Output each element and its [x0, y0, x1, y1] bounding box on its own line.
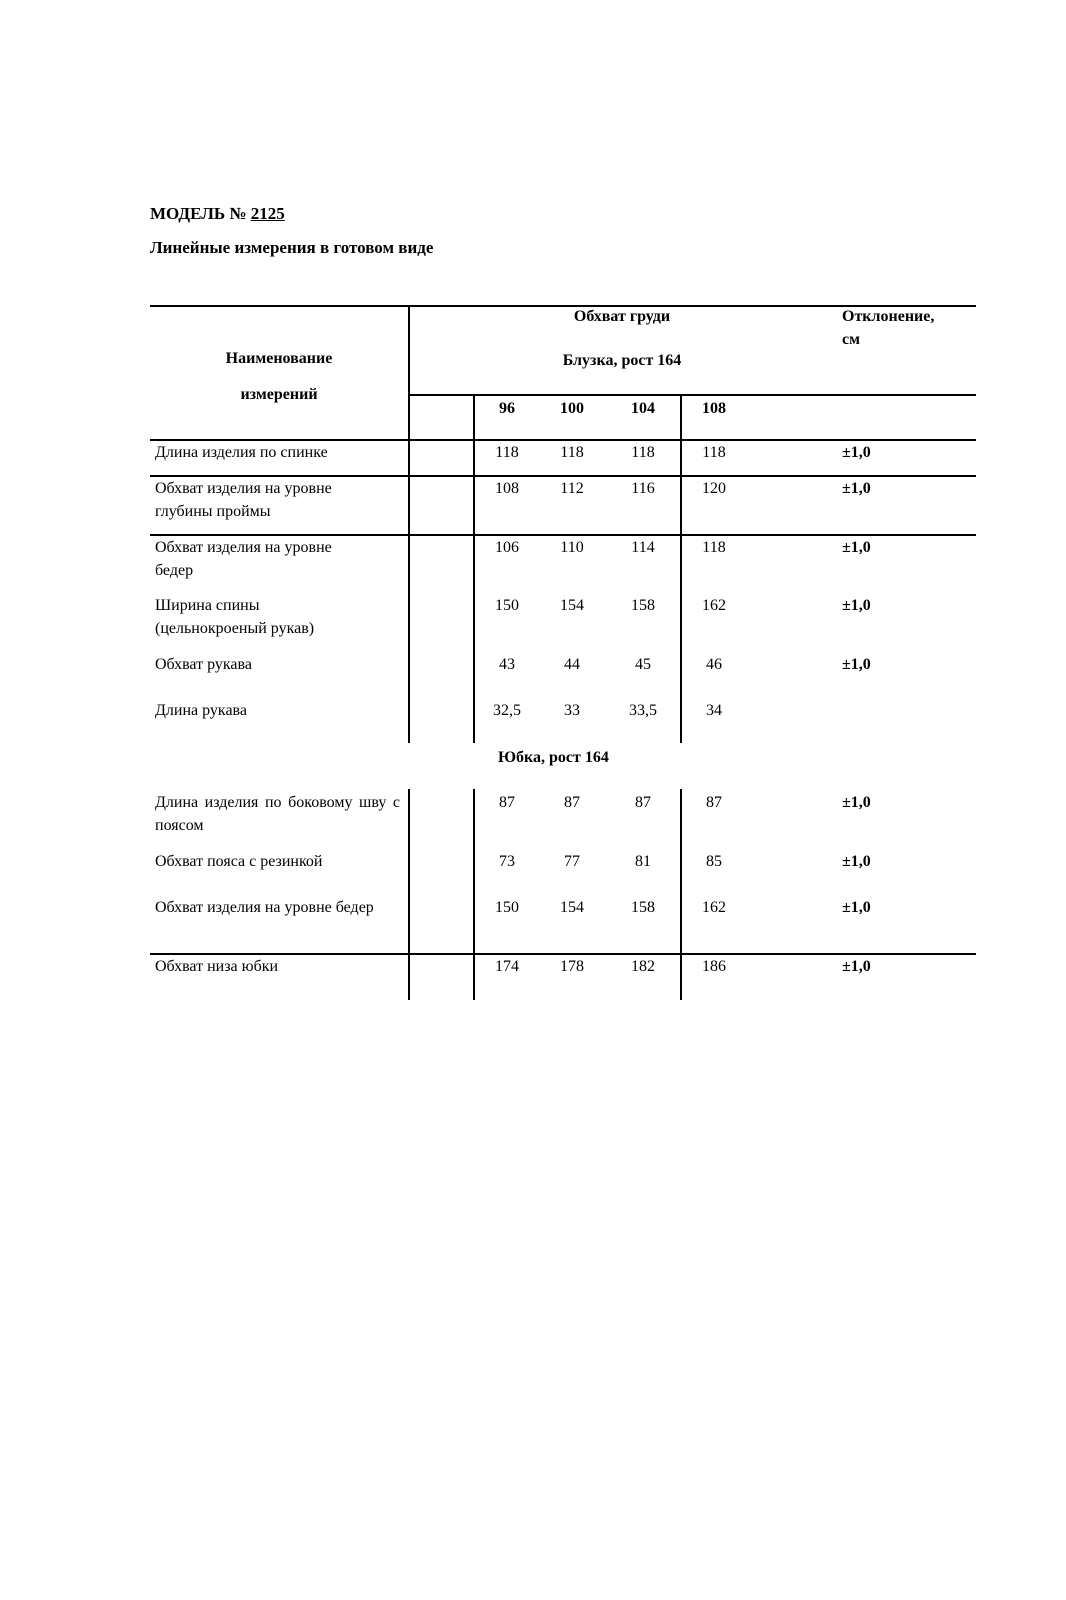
size-header: 108	[702, 400, 726, 417]
column-divider	[473, 789, 475, 1000]
tolerance-value: ±1,0	[842, 597, 871, 614]
measurement-name: Длина рукава	[155, 702, 247, 719]
measurement-name: Обхват изделия на уровне глубины проймы	[155, 480, 332, 520]
tolerance-value: ±1,0	[842, 794, 871, 811]
title-prefix: МОДЕЛЬ №	[150, 204, 251, 223]
name-column-header-line2: измерений	[240, 386, 318, 403]
tolerance-value: ±1,0	[842, 853, 871, 870]
bust-header: Обхват груди	[573, 308, 671, 325]
measurement-value: 158	[631, 597, 655, 614]
document-subtitle: Линейные измерения в готовом виде	[150, 238, 434, 257]
measurement-value: 150	[495, 899, 519, 916]
measurement-value: 158	[631, 899, 655, 916]
tolerance-value: ±1,0	[842, 656, 871, 673]
column-divider	[680, 789, 682, 1000]
deviation-header	[842, 305, 934, 351]
measurement-value: 118	[560, 444, 584, 461]
deviation-label: Отклонение,	[842, 308, 935, 325]
measurement-value: 162	[702, 899, 726, 916]
measurement-value: 118	[702, 539, 726, 556]
measurement-value: 106	[495, 539, 519, 556]
measurement-name: Обхват изделия на уровне бедер	[155, 539, 332, 579]
measurement-value: 162	[702, 597, 726, 614]
measurement-value: 118	[495, 444, 519, 461]
measurement-name: Длина изделия по боковому шву с поясом	[155, 794, 400, 834]
tolerance-value: ±1,0	[842, 444, 871, 461]
measurement-name: Обхват рукава	[155, 656, 252, 673]
measurement-value: 87	[706, 794, 722, 811]
column-divider	[408, 789, 410, 1000]
measurement-value: 178	[560, 958, 584, 975]
measurement-value: 77	[564, 853, 580, 870]
tolerance-value: ±1,0	[842, 958, 871, 975]
blouse-section-header: Блузка, рост 164	[562, 352, 682, 369]
tolerance-value: ±1,0	[842, 539, 871, 556]
measurement-value: 118	[631, 444, 655, 461]
measurement-value: 45	[635, 656, 651, 673]
measurements-table	[150, 305, 976, 1005]
tolerance-value: ±1,0	[842, 899, 871, 916]
measurement-value: 112	[560, 480, 584, 497]
measurement-value: 108	[495, 480, 519, 497]
measurement-name: Длина изделия по спинке	[155, 444, 328, 461]
tolerance-value: ±1,0	[842, 480, 871, 497]
header-divider	[408, 394, 976, 396]
measurement-value: 34	[706, 702, 722, 719]
measurement-value: 81	[635, 853, 651, 870]
measurement-value: 114	[631, 539, 655, 556]
measurement-value: 150	[495, 597, 519, 614]
measurement-value: 87	[564, 794, 580, 811]
size-header: 96	[499, 400, 515, 417]
measurement-value: 154	[560, 597, 584, 614]
name-column-header-line1: Наименование	[225, 350, 333, 367]
measurement-value: 43	[499, 656, 515, 673]
skirt-section-header: Юбка, рост 164	[498, 749, 609, 766]
name-column-header	[150, 341, 408, 413]
measurement-value: 120	[702, 480, 726, 497]
model-number: 2125	[250, 204, 285, 223]
measurement-value: 182	[631, 958, 655, 975]
measurement-value: 110	[560, 539, 584, 556]
column-divider	[473, 394, 475, 743]
measurement-value: 118	[702, 444, 726, 461]
measurement-value: 46	[706, 656, 722, 673]
column-divider	[680, 394, 682, 743]
document-title	[150, 204, 285, 224]
deviation-unit: см	[842, 331, 860, 348]
measurement-value: 33	[564, 702, 580, 719]
measurement-value: 85	[706, 853, 722, 870]
measurement-value: 154	[560, 899, 584, 916]
measurement-name: Обхват изделия на уровне бедер	[155, 899, 374, 916]
measurement-value: 87	[499, 794, 515, 811]
measurement-value: 44	[564, 656, 580, 673]
measurement-value: 73	[499, 853, 515, 870]
measurement-name: Обхват пояса с резинкой	[155, 853, 323, 870]
measurement-value: 174	[495, 958, 519, 975]
measurement-value: 87	[635, 794, 651, 811]
size-header: 100	[560, 400, 584, 417]
measurement-value: 186	[702, 958, 726, 975]
measurement-name: Ширина спины (цельнокроеный рукав)	[155, 597, 315, 637]
size-header: 104	[631, 400, 655, 417]
measurement-value: 33,5	[629, 702, 657, 719]
measurement-name: Обхват низа юбки	[155, 958, 279, 975]
measurement-value: 32,5	[493, 702, 521, 719]
measurement-value: 116	[631, 480, 655, 497]
